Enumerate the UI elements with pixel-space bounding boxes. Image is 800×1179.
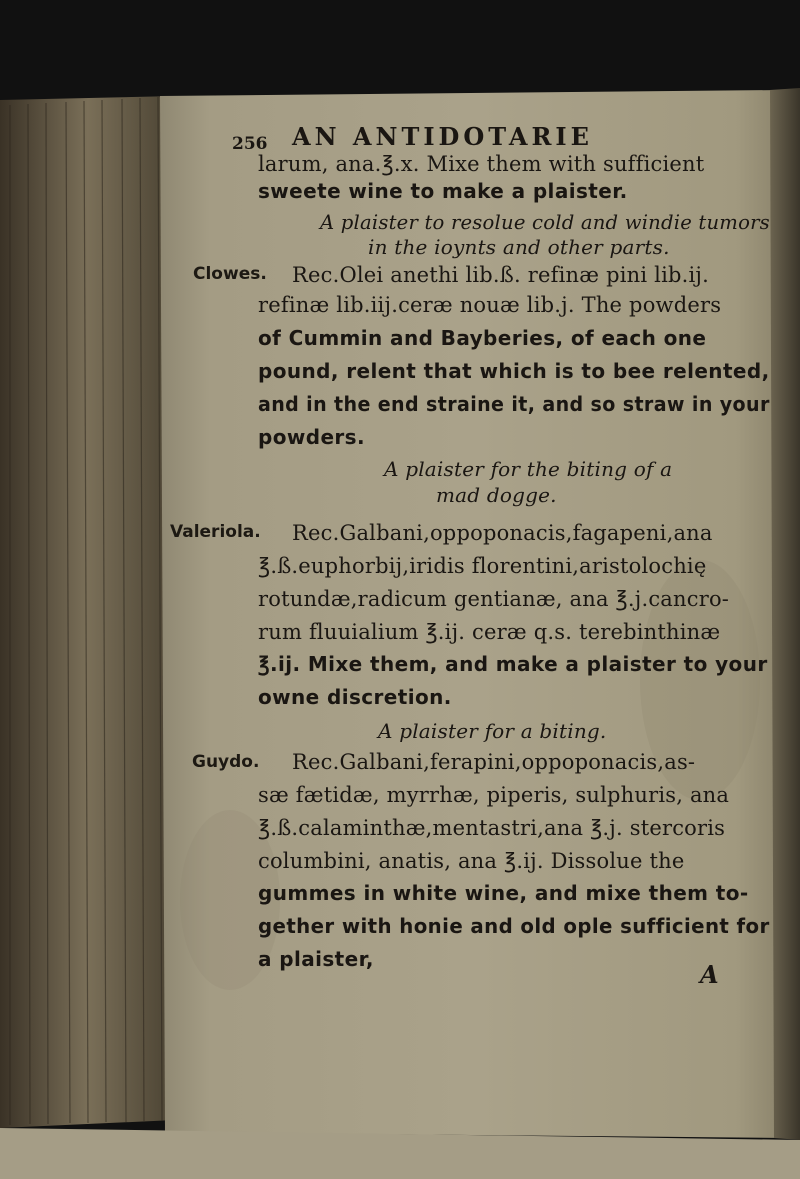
- recipe-heading: A plaister for a biting.: [378, 719, 607, 743]
- body-line: rotundæ,radicum gentianæ, ana ℥.j.cancro-: [258, 587, 730, 611]
- body-line: powders.: [258, 425, 365, 449]
- body-line: larum, ana.℥.x. Mixe them with sufficient: [258, 152, 705, 176]
- recipe-heading: mad dogge.: [436, 483, 557, 507]
- body-line: and in the end straine it, and so straw in your: [258, 392, 770, 416]
- body-line: columbini, anatis, ana ℥.ij. Dissolue the: [258, 849, 685, 873]
- recipe-heading: in the ioynts and other parts.: [368, 235, 670, 259]
- page-number: 256: [232, 134, 268, 154]
- body-line: ℥.ß.calaminthæ,mentastri,ana ℥.j. stercoris: [258, 816, 726, 840]
- catchword: A: [700, 960, 719, 989]
- margin-note-clowes: Clowes.: [193, 264, 267, 284]
- body-line: gummes in white wine, and mixe them to-: [258, 881, 749, 905]
- body-line: ℥.ij. Mixe them, and make a plaister to your: [258, 652, 768, 676]
- body-line: Rec.Olei anethi lib.ß. refinæ pini lib.ij.: [292, 263, 710, 287]
- body-line: gether with honie and old ople sufficient for: [258, 914, 770, 938]
- recipe-heading: A plaister for the biting of a: [384, 457, 673, 481]
- body-line: Rec.Galbani,oppoponacis,fagapeni,ana: [292, 521, 713, 545]
- body-line: Rec.Galbani,ferapini,oppoponacis,as-: [292, 750, 696, 774]
- body-line: owne discretion.: [258, 685, 452, 709]
- body-line: a plaister,: [258, 947, 374, 971]
- body-line: refinæ lib.iij.ceræ nouæ lib.j. The powders: [258, 293, 722, 317]
- body-line: of Cummin and Bayberies, of each one: [258, 326, 707, 350]
- recipe-heading: A plaister to resolue cold and windie tumors: [320, 210, 770, 234]
- margin-note-guydo: Guydo.: [192, 752, 260, 772]
- body-line: ℥.ß.euphorbij,iridis florentini,aristolochię: [258, 554, 707, 578]
- margin-note-valeriola: Valeriola.: [170, 522, 261, 542]
- body-line: rum fluuialium ℥.ij. ceræ q.s. terebinthinæ: [258, 620, 721, 644]
- running-title: AN ANTIDOTARIE: [292, 122, 593, 151]
- body-line: pound, relent that which is to bee relented,: [258, 359, 770, 383]
- body-line: sweete wine to make a plaister.: [258, 179, 628, 203]
- body-line: sæ fætidæ, myrrhæ, piperis, sulphuris, ana: [258, 783, 730, 807]
